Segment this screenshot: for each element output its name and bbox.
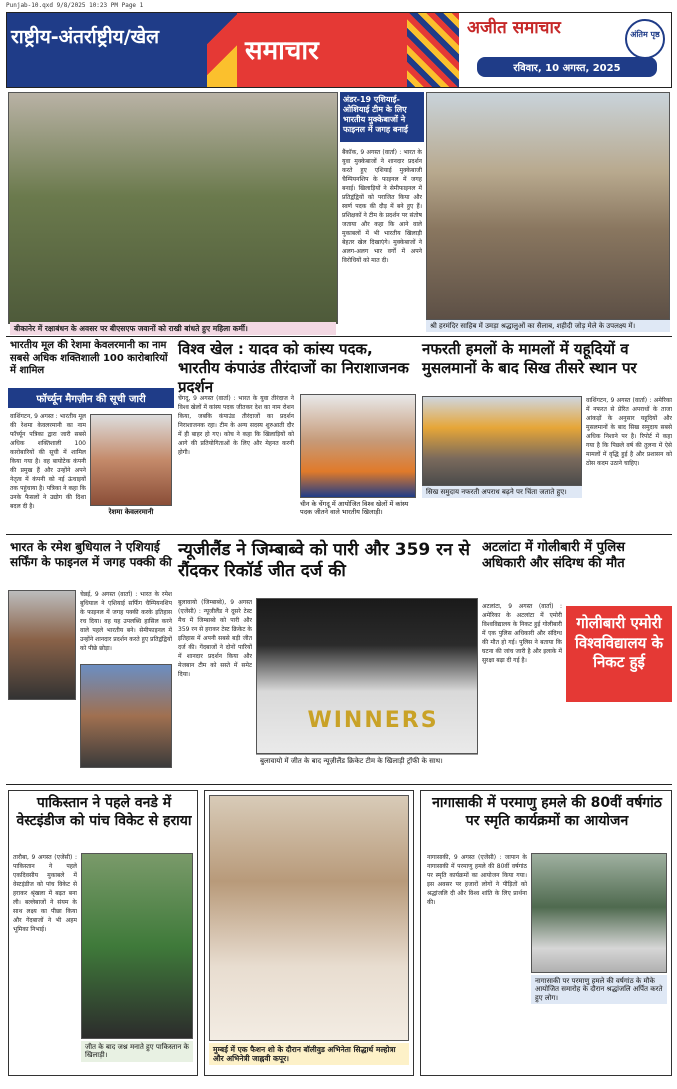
masthead-pattern: [407, 13, 459, 87]
hate-crime-story: [422, 340, 672, 528]
divider: [6, 336, 672, 337]
pakistan-photo-caption: जीत के बाद जश्न मनाते हुए पाकिस्तान के खिलाड़ी।: [81, 1041, 193, 1062]
boxing-story: [340, 92, 424, 332]
rakhi-photo: [8, 92, 338, 324]
archer-photo-caption: चीन के चेंगदू में आयोजित विश्व खेलों में कांस्य पदक जीतने वाले भारतीय खिलाड़ी।: [300, 500, 409, 517]
print-slug: Punjab-10.qxd 9/8/2025 10:23 PM Page 1: [6, 2, 144, 9]
atlanta-body: अटलांटा, 9 अगस्त (वार्ता) : अमेरिका के अटलांटा में एमोरी विश्वविद्यालय के निकट हुई गोलीबारी में एक पुलिस अधिकारी और संदिग्ध की मौत हो गई। पुलिस ने बताया कि घटना की जांच जारी है और इलाके में सुरक्षा बढ़ा दी गई है।: [482, 603, 562, 664]
boxing-body: बैंकॉक, 9 अगस्त (वार्ता) : भारत के युवा मुक्केबाजों ने शानदार प्रदर्शन करते हुए एशियाई मुक्केबाजी चैम्पियनशिप के फाइनल में जगह बनाई। खिलाड़ियों ने सेमीफाइनल में प्रतिद्वंद्वियों को पराजित किया और स्वर्ण पदक की दौड़ में बने हुए हैं। प्रशिक्षकों ने टीम के प्रदर्शन पर संतोष जताया और कहा कि आने वाले मुकाबलों में भी भारतीय खिलाड़ी बेहतर खेल दिखाएंगे। मुक्केबाजों ने अलग-अलग भार वर्गों में अपने विरोधियों को मात दी।: [342, 149, 422, 264]
atlanta-redbox: गोलीबारी एमोरी विश्वविद्यालय के निकट हुई: [566, 606, 672, 702]
masthead-brand-block: [459, 13, 671, 87]
hate-crime-body: वाशिंगटन, 9 अगस्त (वार्ता) : अमेरिका में नफरत से प्रेरित अपराधों के ताजा आंकड़ों के अनुसार यहूदियों और मुसलमानों के बाद सिख समुदाय सबसे अधिक निशाने पर है। रिपोर्ट में कहा गया है कि पिछले वर्ष की तुलना में ऐसे मामलों में वृद्धि हुई है और प्रशासन को ठोस कदम उठाने चाहिए।: [586, 397, 672, 467]
archery-body: चेंगदू, 9 अगस्त (वार्ता) : भारत के युवा तीरंदाज ने विश्व खेलों में कांस्य पदक जीतकर देश का नाम रोशन किया, जबकि कंपाउंड तीरंदाजों का प्रदर्शन निराशाजनक रहा। टीम के अन्य सदस्य शुरुआती दौर में ही बाहर हो गए। कोच ने कहा कि खिलाड़ियों को आगे की प्रतियोगिताओं के लिए और मेहनत करनी होगी।: [178, 395, 294, 456]
masthead: [6, 12, 672, 88]
rakhi-photo-caption: बीकानेर में रक्षाबंधन के अवसर पर बीएसएफ जवानों को राखी बांधते हुए महिला कर्मी।: [10, 322, 336, 335]
archer-photo: [300, 394, 416, 498]
harmandir-photo: [426, 92, 670, 320]
atlanta-headline: अटलांटा में गोलीबारी में पुलिस अधिकारी और संदिग्ध की मौत: [482, 540, 625, 572]
issue-date: रविवार, 10 अगस्त, 2025: [477, 57, 657, 77]
masthead-stripe: [207, 13, 237, 87]
reshma-photo-caption: रेशमा केवलरमानी: [108, 508, 154, 516]
reshma-story: [8, 340, 174, 526]
fashion-story: [204, 790, 414, 1076]
reshma-photo: [90, 414, 172, 506]
divider: [6, 534, 672, 535]
nagasaki-story: [420, 790, 672, 1076]
fashion-photo: [209, 795, 409, 1041]
pakistan-body: तारौबा, 9 अगस्त (एजेंसी) : पाकिस्तान ने पहले एकदिवसीय मुकाबले में वेस्टइंडीज को पांच विकेट से हराकर श्रृंखला में बढ़त बना ली। बल्लेबाजों ने संयम के साथ लक्ष्य का पीछा किया और गेंदबाजों ने भी अहम भूमिका निभाई।: [13, 854, 77, 933]
section-title: राष्ट्रीय-अंतर्राष्ट्रीय/खेल: [7, 13, 207, 87]
nagasaki-body: नागासाकी, 9 अगस्त (एजेंसी) : जापान के नागासाकी में परमाणु हमले की 80वीं वर्षगांठ पर स्मृति कार्यक्रमों का आयोजन किया गया। इस अवसर पर हजारों लोगों ने पीड़ितों को श्रद्धांजलि दी और विश्व शांति के लिए प्रार्थना की।: [427, 854, 527, 906]
hate-crime-headline: नफरती हमलों के मामलों में यहूदियों व मुसलमानों के बाद सिख तीसरे स्थान पर: [422, 340, 637, 377]
pakistan-photo: [81, 853, 193, 1039]
boxing-headline: अंडर-19 एशियाई-ओशियाई टीम के लिए भारतीय मुक्केबाजों ने फाइनल में जगह बनाई: [343, 95, 408, 134]
winners-banner: WINNERS: [307, 708, 439, 733]
pakistan-story: [8, 790, 198, 1076]
atlanta-story: [482, 540, 672, 772]
ramesh-photo-left: [8, 590, 76, 700]
archery-headline: विश्व खेल : यादव को कांस्य पदक, भारतीय कंपाउंड तीरंदाजों का निराशाजनक प्रदर्शन: [178, 340, 409, 396]
surfing-body: चेन्नई, 9 अगस्त (वार्ता) : भारत के रमेश बुधियाल ने एशियाई सर्फिंग चैम्पियनशिप के फाइनल में जगह पक्की करके इतिहास रच दिया। वह यह उपलब्धि हासिल करने वाले पहले भारतीय बने। सेमीफाइनल में उन्होंने शानदार प्रदर्शन करते हुए प्रतिद्वंद्वियों को पीछे छोड़ा।: [80, 591, 172, 652]
cricket-photo-caption: बुलावायो में जीत के बाद न्यूज़ीलैंड क्रिकेट टीम के खिलाड़ी ट्रॉफी के साथ।: [256, 754, 478, 767]
nagasaki-photo-caption: नागासाकी पर परमाणु हमले की वर्षगांठ के मौके आयोजित समारोह के दौरान श्रद्धांजलि अर्पित करते हुए लोग।: [531, 975, 667, 1004]
surfing-headline: भारत के रमेश बुधियाल ने एशियाई सर्फिंग के फाइनल में जगह पक्की की: [10, 540, 172, 569]
harmandir-photo-caption: श्री हरमंदिर साहिब में उमड़ा श्रद्धालुओं का सैलाब, शहीदी जोड़ मेले के उपलक्ष्य में।: [426, 320, 670, 332]
reshma-body: वाशिंगटन, 9 अगस्त : भारतीय मूल की रेशमा केवलरमानी का नाम फॉर्च्यून पत्रिका द्वारा जारी सबसे अधिक शक्तिशाली 100 कारोबारियों की सूची में शामिल किया गया है। वह बायोटेक कंपनी की प्रमुख हैं और उन्होंने अपने नेतृत्व में कंपनी को नई ऊंचाइयों तक पहुंचाया है। पत्रिका ने कहा कि उनके फैसलों ने उद्योग की दिशा बदल दी है।: [10, 413, 86, 510]
reshma-kicker: फॉर्च्यून मैगज़ीन की सूची जारी: [8, 388, 174, 408]
sikh-protest-photo: [422, 396, 582, 486]
pakistan-headline: पाकिस्तान ने पहले वनडे में वेस्टइंडीज को पांच विकेट से हराया: [16, 795, 192, 829]
sikh-protest-caption: सिख समुदाय नफरती अपराध बढ़ने पर चिंता जताते हुए।: [422, 486, 582, 498]
nagasaki-photo: [531, 853, 667, 973]
archery-story: [178, 340, 418, 532]
surfing-story: [8, 540, 174, 772]
nagasaki-headline: नागासाकी में परमाणु हमले की 80वीं वर्षगांठ पर स्मृति कार्यक्रमों का आयोजन: [432, 795, 662, 829]
ramesh-photo-right: [80, 664, 172, 768]
cricket-body: बुलावायो (जिम्बाब्वे), 9 अगस्त (एजेंसी) : न्यूजीलैंड ने दूसरे टेस्ट मैच में जिम्बाब्वे को पारी और 359 रन से हराकर टेस्ट क्रिकेट के इतिहास में अपनी सबसे बड़ी जीत दर्ज की। गेंदबाजों ने दोनों पारियों में शानदार प्रदर्शन किया और मेजबान टीम को सस्ते में समेट दिया।: [178, 599, 252, 678]
page-badge: अंतिम पृष्ठ: [625, 19, 665, 59]
section-title-red: समाचार: [237, 13, 407, 87]
cricket-story: [178, 540, 478, 782]
divider: [6, 784, 672, 785]
cricket-headline: न्यूजीलैंड ने जिम्बाब्वे को पारी और 359 रन से रौंदकर रिकॉर्ड जीत दर्ज की: [178, 540, 470, 582]
reshma-headline: भारतीय मूल की रेशमा केवलरमानी का नाम सबसे अधिक शक्तिशाली 100 कारोबारियों में शामिल: [10, 340, 168, 376]
fashion-photo-caption: मुम्बई में एक फैशन शो के दौरान बॉलीवुड अभिनेता सिद्धार्थ मल्होत्रा और अभिनेत्री जाह्नवी कपूर।: [209, 1043, 409, 1065]
brand-logo: अजीत समाचार: [467, 18, 561, 38]
